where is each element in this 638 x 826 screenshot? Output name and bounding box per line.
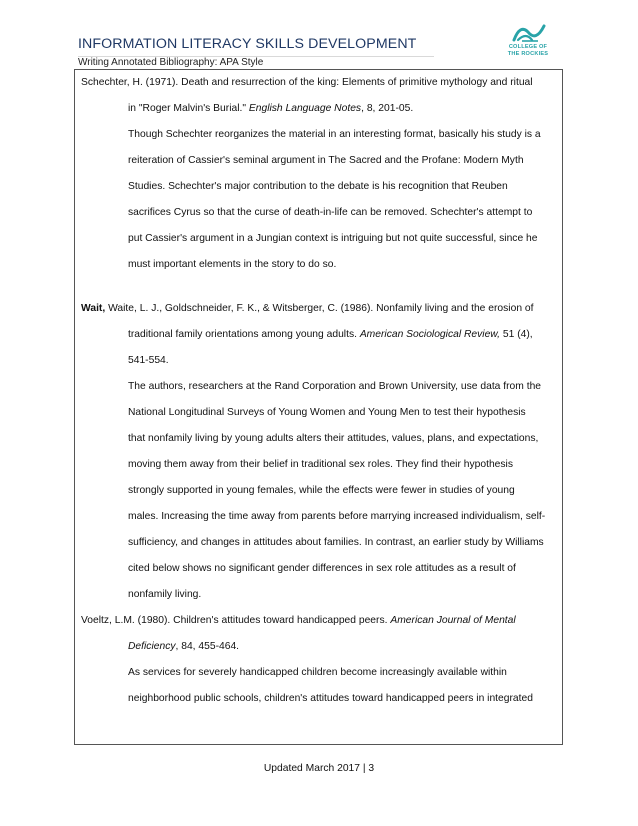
- schechter-journal-title: English Language Notes: [248, 103, 362, 114]
- schechter-annotation-line: must important elements in the story to do so.: [128, 259, 337, 270]
- page-header-subtitle: Writing Annotated Bibliography: APA Style: [78, 57, 264, 68]
- logo-text-line-2: THE ROCKIES: [507, 51, 549, 57]
- waite-journal-title: American Sociological Review,: [359, 329, 501, 340]
- waite-bold-label: Wait,: [81, 303, 106, 314]
- waite-annotation-line: nonfamily living.: [128, 589, 202, 600]
- page-header-title: INFORMATION LITERACY SKILLS DEVELOPMENT: [78, 36, 417, 52]
- waite-citation-line-3: 541-554.: [128, 355, 169, 366]
- waite-annotation-line: cited below shows no significant gender differences in sex role attitudes as a result of: [128, 563, 516, 574]
- footer-separator: |: [360, 763, 369, 774]
- schechter-annotation-line: Studies. Schechter's major contribution to the debate is his recognition that Reuben: [128, 181, 508, 192]
- schechter-annotation-line: put Cassier's argument in a Jungian context is intriguing but not quite successful, since he: [128, 233, 538, 244]
- waite-annotation-line: moving them away from their belief in traditional sex roles. They find their hypothesis: [128, 459, 513, 470]
- college-logo: [492, 18, 564, 74]
- waite-annotation-line: National Longitudinal Surveys of Young Women and Young Men to test their hypothesis: [128, 407, 526, 418]
- voeltz-journal-title: American Journal of Mental: [390, 615, 516, 626]
- schechter-annotation-line: reiteration of Cassier's seminal argument in The Sacred and the Profane: Modern Myth: [128, 155, 524, 166]
- voeltz-citation-line-2: Deficiency, 84, 455-464.: [128, 641, 240, 652]
- waite-annotation-line: males. Increasing the time away from parents before marrying increased individualism, self-: [128, 511, 546, 522]
- logo-mark-icon: [492, 18, 564, 46]
- page-number: 3: [368, 763, 375, 774]
- waite-annotation-line: strongly supported in young females, while the effects were fewer in studies of young: [128, 485, 515, 496]
- schechter-annotation-line: Though Schechter reorganizes the material in an interesting format, basically his study is a: [128, 129, 541, 140]
- waite-annotation-line: sufficiency, and changes in attitudes about families. In contrast, an earlier study by Williams: [128, 537, 544, 548]
- voeltz-citation-line-1: Voeltz, L.M. (1980). Children's attitudes toward handicapped peers. American Journal of Mental: [81, 615, 516, 626]
- voeltz-annotation-line: neighborhood public schools, children's attitudes toward handicapped peers in integrated: [128, 693, 533, 704]
- footer-updated: Updated March 2017: [263, 763, 361, 774]
- waite-annotation-line: that nonfamily living by young adults alters their attitudes, values, plans, and expectations,: [128, 433, 539, 444]
- logo-text-line-1: COLLEGE OF: [508, 44, 548, 50]
- voeltz-journal-title-cont: Deficiency: [128, 641, 176, 652]
- waite-annotation-line: The authors, researchers at the Rand Corporation and Brown University, use data from the: [128, 381, 542, 392]
- waite-citation-line-2: traditional family orientations among young adults. American Sociological Review, 51 (4),: [128, 329, 533, 340]
- waite-citation-line-1: Wait, Waite, L. J., Goldschneider, F. K., & Witsberger, C. (1986). Nonfamily living and the erosion of: [81, 303, 534, 314]
- schechter-citation-line-1: Schechter, H. (1971). Death and resurrection of the king: Elements of primitive mythology and ritual: [81, 77, 533, 88]
- schechter-annotation-line: sacrifices Cyrus so that the curse of death-in-life can be removed. Schechter's attempt to: [128, 207, 533, 218]
- schechter-citation-line-2: in "Roger Malvin's Burial." English Language Notes, 8, 201-05.: [128, 103, 414, 114]
- voeltz-annotation-line: As services for severely handicapped children become increasingly available within: [128, 667, 507, 678]
- page-footer: [0, 763, 638, 774]
- logo-text: [492, 44, 564, 58]
